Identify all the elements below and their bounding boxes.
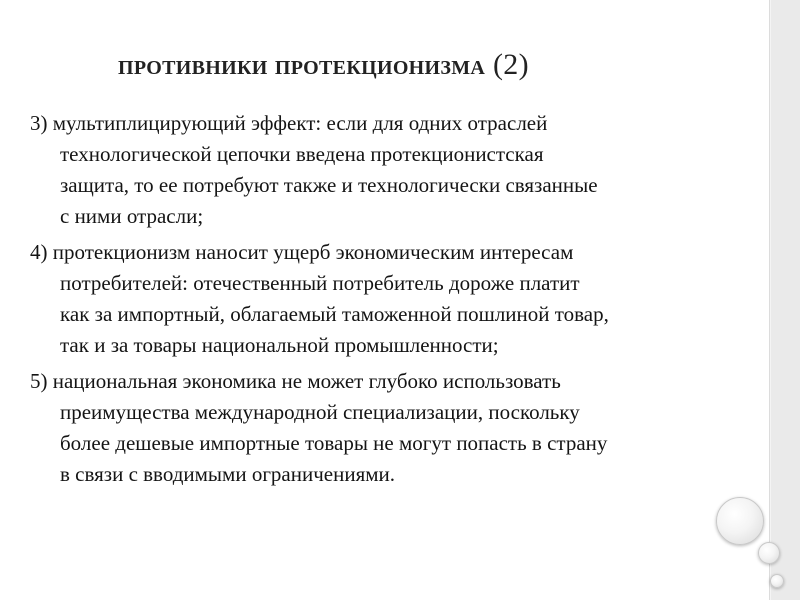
list-item-line: защита, то ее потребуют также и технологически связанные	[60, 173, 598, 197]
list-item-line: 4) протекционизм наносит ущерб экономическим интересам	[30, 240, 574, 264]
list-item-line: так и за товары национальной промышленности;	[60, 333, 499, 357]
list-item-line: как за импортный, облагаемый таможенной пошлиной товар,	[60, 302, 609, 326]
slide-title-number: (2)	[493, 48, 529, 81]
list-item-line: 3) мультиплицирующий эффект: если для одних отраслей	[30, 111, 548, 135]
list-item-line: 5) национальная экономика не может глубоко использовать	[30, 369, 561, 393]
list-item	[30, 108, 770, 232]
slide-right-border	[769, 0, 800, 600]
list-item-line: потребителей: отечественный потребитель дороже платит	[60, 271, 580, 295]
list-item	[30, 366, 770, 490]
slide-title-text: противники протекционизма	[118, 50, 486, 81]
slide-title	[118, 48, 529, 82]
list-item	[30, 237, 770, 361]
slide-content	[30, 108, 770, 495]
list-item-line: преимущества международной специализации, поскольку	[60, 400, 580, 424]
decorative-circle-small	[770, 574, 784, 588]
list-item-line: технологической цепочки введена протекционистская	[60, 142, 544, 166]
list-item-line: более дешевые импортные товары не могут попасть в страну	[60, 431, 608, 455]
list-item-line: с ними отрасли;	[60, 204, 204, 228]
decorative-circle-large	[716, 497, 764, 545]
decorative-circle-medium	[758, 542, 780, 564]
list-item-line: в связи с вводимыми ограничениями.	[60, 462, 396, 486]
